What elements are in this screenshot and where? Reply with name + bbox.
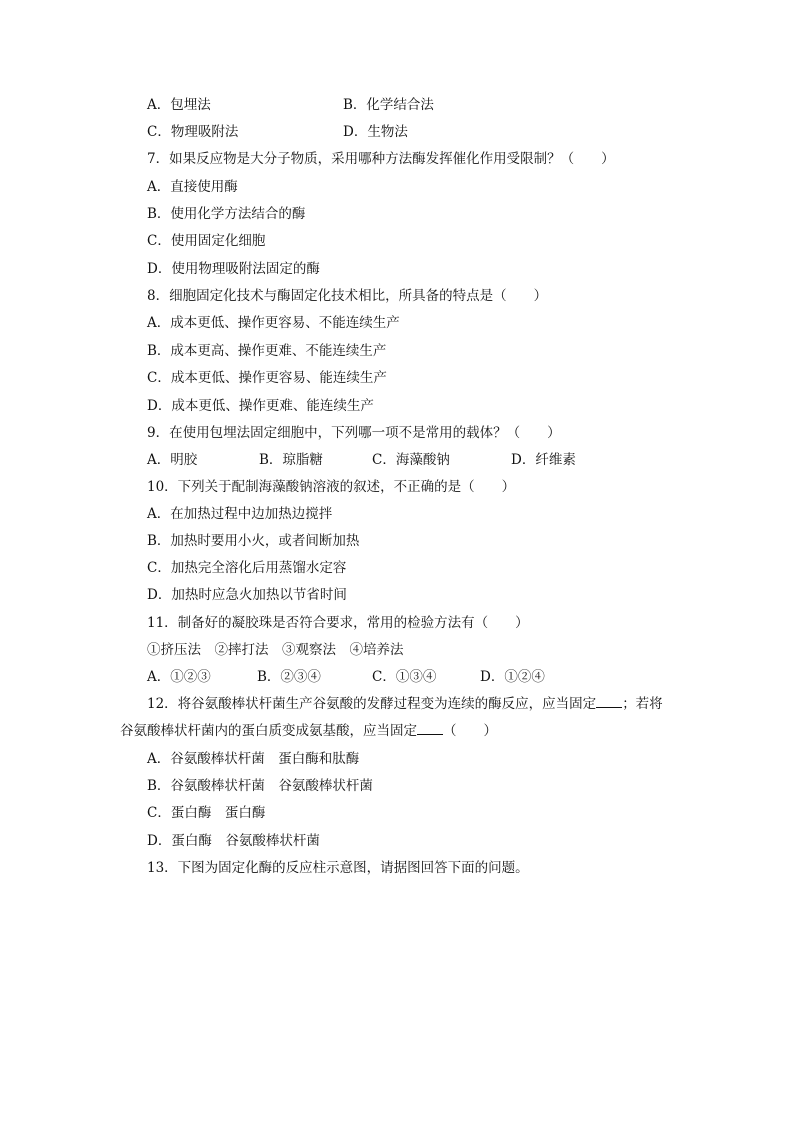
q6-option-d: D．生物法 xyxy=(343,124,408,140)
q9-option-a: A．明胶 xyxy=(147,452,198,468)
q7-stem: 7．如果反应物是大分子物质，采用哪种方法酶发挥催化作用受限制？（ ） xyxy=(147,151,615,167)
q9-option-b: B．琼脂糖 xyxy=(259,452,323,468)
q9-stem: 9．在使用包埋法固定细胞中，下列哪一项不是常用的载体？（ ） xyxy=(147,425,561,441)
q11-methods: ①挤压法 ②摔打法 ③观察法 ④培养法 xyxy=(147,642,404,658)
q12-stem-text-1: 12．将谷氨酸棒状杆菌生产谷氨酸的发酵过程变为连续的酶反应，应当固定 xyxy=(147,696,597,712)
q12-option-c: C．蛋白酶 蛋白酶 xyxy=(147,805,266,821)
q10-option-d: D．加热时应急火加热以节省时间 xyxy=(147,587,347,603)
q11-option-c: C．①③④ xyxy=(372,669,437,685)
q10-option-a: A．在加热过程中边加热边搅拌 xyxy=(147,506,333,522)
q7-option-a: A．直接使用酶 xyxy=(147,179,238,195)
q8-option-a: A．成本更低、操作更容易、不能连续生产 xyxy=(147,315,400,331)
q10-option-b: B．加热时要用小火，或者间断加热 xyxy=(147,533,360,549)
q10-option-c: C．加热完全溶化后用蒸馏水定容 xyxy=(147,560,347,576)
q9-option-d: D．纤维素 xyxy=(511,452,576,468)
q8-option-c: C．成本更低、操作更容易、能连续生产 xyxy=(147,370,387,386)
q11-option-d: D．①②④ xyxy=(480,669,545,685)
q13-stem: 13．下图为固定化酶的反应柱示意图，请据图回答下面的问题。 xyxy=(147,860,529,876)
q7-option-c: C．使用固定化细胞 xyxy=(147,233,266,249)
q12-stem-text-3: 谷氨酸棒状杆菌内的蛋白质变成氨基酸，应当固定 xyxy=(120,723,417,739)
q12-blank-1 xyxy=(596,695,622,708)
q6-option-c: C．物理吸附法 xyxy=(147,124,239,140)
q11-option-a: A．①②③ xyxy=(147,669,211,685)
q10-stem: 10．下列关于配制海藻酸钠溶液的叙述，不正确的是（ ） xyxy=(147,479,516,495)
q6-option-b: B．化学结合法 xyxy=(343,97,434,113)
q12-stem-text-4: （ ） xyxy=(443,723,497,739)
q12-option-a: A．谷氨酸棒状杆菌 蛋白酶和肽酶 xyxy=(147,751,360,767)
q12-option-b: B．谷氨酸棒状杆菌 谷氨酸棒状杆菌 xyxy=(147,778,373,794)
q8-stem: 8．细胞固定化技术与酶固定化技术相比，所具备的特点是（ ） xyxy=(147,288,548,304)
q6-option-a: A．包埋法 xyxy=(147,97,211,113)
q8-option-b: B．成本更高、操作更难、不能连续生产 xyxy=(147,343,387,359)
q11-option-b: B．②③④ xyxy=(257,669,321,685)
q12-stem-line2 xyxy=(120,722,497,740)
q8-option-d: D．成本更低、操作更难、能连续生产 xyxy=(147,398,374,414)
q12-stem-line1 xyxy=(147,695,663,713)
q9-option-c: C．海藻酸钠 xyxy=(372,452,450,468)
q7-option-d: D．使用物理吸附法固定的酶 xyxy=(147,261,320,277)
q12-blank-2 xyxy=(417,722,443,735)
q12-option-d: D．蛋白酶 谷氨酸棒状杆菌 xyxy=(147,833,320,849)
q12-stem-text-2: ；若将 xyxy=(622,696,663,712)
q11-stem: 11．制备好的凝胶珠是否符合要求，常用的检验方法有（ ） xyxy=(147,615,529,631)
q7-option-b: B．使用化学方法结合的酶 xyxy=(147,206,306,222)
